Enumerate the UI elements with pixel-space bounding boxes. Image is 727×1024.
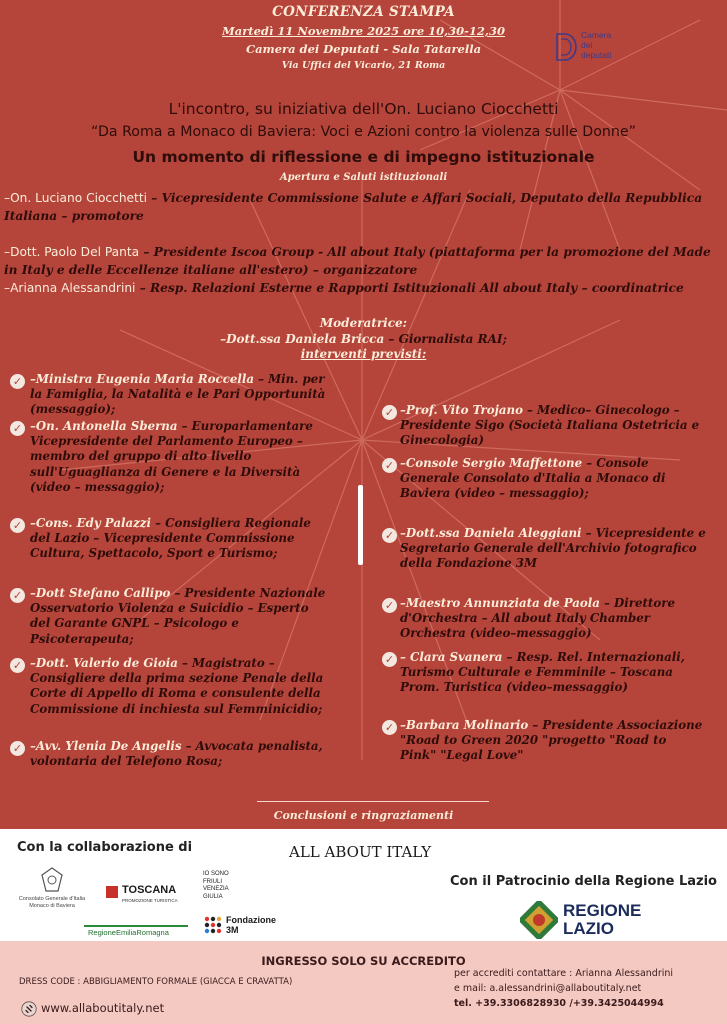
website-link[interactable]: www.allaboutitaly.net	[41, 1001, 165, 1015]
check-circle-icon: ✓	[10, 518, 25, 533]
event-date: Martedì 11 Novembre 2025 ore 10,30-12,30	[222, 24, 505, 38]
speaker-name: –Dott Stefano Callipo	[30, 586, 171, 600]
headline-line-3: Un momento di riflessione e di impegno istituzionale	[132, 148, 595, 166]
link-icon	[21, 1001, 37, 1017]
moderator-line	[0, 332, 727, 346]
patronage-label: Con il Patrocinio della Regione Lazio	[450, 874, 717, 889]
right-item	[400, 526, 706, 572]
speaker-role: – Consigliera Regionale del Lazio – Vicepresidente Commissione Cultura, Spettacolo, Sport e Turismo;	[30, 516, 311, 561]
speaker-name: –Dott. Valerio de Gioia	[30, 656, 178, 670]
emilia-logo-text: RegioneEmiliaRomagna	[88, 928, 169, 937]
consolato-logo-text: Consolato Generale d'Italia Monaco di Baviera	[18, 896, 86, 909]
brand-name: ALL ABOUT ITALY	[289, 843, 432, 861]
speaker-name: –On. Antonella Sberna	[30, 419, 178, 433]
speaker-role: – Direttore d'Orchestra – All about Italy Chamber Orchestra (video–messaggio)	[400, 596, 675, 641]
italian-emblem-icon	[41, 867, 63, 893]
check-circle-icon: ✓	[10, 421, 25, 436]
speaker-role: – Presidente Associazione "Road to Green 2020 "progetto "Road to Pink" "Legal Love"	[400, 718, 703, 763]
speaker-role: – Medico– Ginecologo – Presidente Sigo (Società Italiana Ostetricia e Ginecologia)	[400, 403, 700, 448]
speaker-name: –On. Luciano Ciocchetti	[4, 191, 147, 205]
column-divider	[358, 485, 363, 565]
headline-line-1: L'incontro, su iniziativa dell'On. Luciano Ciocchetti	[168, 100, 559, 118]
contact-line: per accrediti contattare : Arianna Alessandrini	[454, 968, 674, 979]
speaker-name: –Dott.ssa Daniela Aleggiani	[400, 526, 582, 540]
check-circle-icon: ✓	[382, 652, 397, 667]
moderator-role: – Giornalista RAI;	[384, 332, 507, 346]
right-item	[400, 718, 706, 764]
left-item	[30, 516, 330, 562]
speaker-role: – Europarlamentare Vicepresidente del Parlamento Europeo – membro del gruppo di alto livello sull'Uguaglianza di Genere e la Diversità (video – messaggio);	[30, 419, 313, 494]
speaker-role: – Avvocata penalista, volontaria del Telefono Rosa;	[30, 739, 323, 769]
fondazione-logo-text: Fondazione 3M	[226, 915, 276, 935]
sponsor-band	[0, 829, 727, 941]
lazio-emblem-icon	[520, 901, 558, 939]
right-item	[400, 650, 706, 696]
left-item	[30, 372, 330, 418]
speaker-role: – Console Generale Consolato d'Italia a Monaco di Baviera (video – messaggio);	[400, 456, 666, 501]
speaker-role: – Vicepresidente Commissione Salute e Affari Sociali, Deputato della Repubblica Italiana – promotore	[4, 191, 703, 223]
check-circle-icon: ✓	[382, 458, 397, 473]
speaker-name: –Arianna Alessandrini	[4, 281, 136, 295]
camera-logo-text: Camera dei deputati	[581, 30, 612, 60]
speaker-name: –Prof. Vito Trojano	[400, 403, 523, 417]
check-circle-icon: ✓	[382, 598, 397, 613]
speaker-role: – Resp. Relazioni Esterne e Rapporti Istituzionali All about Italy – coordinatrice	[135, 281, 684, 295]
speaker-name: –Dott. Paolo Del Panta	[4, 245, 140, 259]
left-item	[30, 586, 330, 647]
conclusion-label: Conclusioni e ringraziamenti	[273, 809, 454, 822]
tel-line: tel. +39.3306828930 /+39.3425044994	[454, 998, 664, 1009]
speaker-role: – Presidente Iscoa Group - All about Italy (piattaforma per la promozione del Made in Italy e delle Eccellenze italiane all'estero) – organizzatore	[4, 245, 711, 277]
speaker-name: –Avv. Ylenia De Angelis	[30, 739, 182, 753]
lazio-logo-text: REGIONE LAZIO	[563, 901, 642, 938]
right-item	[400, 403, 706, 449]
fvg-logo-text: IO SONO FRIULI VENEZIA GIULIA	[203, 871, 229, 900]
dress-code: DRESS CODE : ABBIGLIAMENTO FORMALE (GIACCA E CRAVATTA)	[19, 977, 293, 987]
toscana-logo-sub: PROMOZIONE TURISTICA	[122, 898, 178, 903]
right-item	[400, 596, 706, 642]
speaker-name: –Console Sergio Maffettone	[400, 456, 583, 470]
collab-label: Con la collaborazione di	[17, 840, 193, 855]
speaker-name: –Ministra Eugenia Maria Roccella	[30, 372, 254, 386]
conclusion-rule	[257, 801, 489, 802]
fondazione-dots-icon	[203, 915, 223, 935]
speaker-role: – Vicepresidente e Segretario Generale dell'Archivio fotografico della Fondazione 3M	[400, 526, 706, 571]
speaker-role: – Min. per la Famiglia, la Natalità e le Pari Opportunità (messaggio);	[30, 372, 326, 417]
intro-item	[4, 189, 720, 225]
speaker-role: – Resp. Rel. Internazionali, Turismo Culturale e Femminile – Toscana Prom. Turistica (video–messaggio)	[400, 650, 685, 695]
toscana-logo-text: TOSCANA	[122, 884, 177, 896]
speaker-name: – Clara Svanera	[400, 650, 503, 664]
left-item	[30, 419, 330, 495]
emilia-logo	[84, 925, 188, 939]
speaker-name: –Maestro Annunziata de Paola	[400, 596, 600, 610]
check-circle-icon: ✓	[382, 528, 397, 543]
interventions-label: interventi previsti:	[300, 347, 427, 361]
speaker-role: – Presidente Nazionale Osservatorio Violenza e Suicidio – Esperto del Garante GNPL – Psicologo e Psicoterapeuta;	[30, 586, 326, 646]
check-circle-icon: ✓	[10, 658, 25, 673]
right-item	[400, 456, 700, 502]
entry-note: INGRESSO SOLO SU ACCREDITO	[261, 954, 466, 968]
opening-label: Apertura e Saluti istituzionali	[279, 172, 448, 183]
check-circle-icon: ✓	[382, 720, 397, 735]
check-circle-icon: ✓	[382, 405, 397, 420]
headline-line-2: “Da Roma a Monaco di Baviera: Voci e Azioni contro la violenza sulle Donne”	[91, 124, 636, 140]
moderator-name: –Dott.ssa Daniela Bricca	[220, 332, 385, 346]
speaker-name: –Barbara Molinario	[400, 718, 529, 732]
intro-item	[4, 243, 720, 279]
event-venue: Camera dei Deputati - Sala Tatarella	[245, 42, 482, 56]
moderator-label: Moderatrice:	[319, 316, 408, 330]
check-circle-icon: ✓	[10, 374, 25, 389]
speaker-role: – Magistrato – Consigliere della prima sezione Penale della Corte di Appello di Roma e consulente della Commissione di inchiesta sul Femminicidio;	[30, 656, 324, 716]
info-footer	[0, 941, 727, 1024]
left-item	[30, 656, 330, 717]
email-line[interactable]: e mail: a.alessandrini@allaboutitaly.net	[454, 983, 642, 994]
event-address: Via Uffici del Vicario, 21 Roma	[281, 60, 446, 71]
speaker-name: –Cons. Edy Palazzi	[30, 516, 151, 530]
check-circle-icon: ✓	[10, 588, 25, 603]
event-title: CONFERENZA STAMPA	[272, 4, 455, 20]
intro-item	[4, 279, 720, 297]
toscana-mark-icon	[106, 886, 118, 898]
check-circle-icon: ✓	[10, 741, 25, 756]
left-item	[30, 739, 330, 769]
